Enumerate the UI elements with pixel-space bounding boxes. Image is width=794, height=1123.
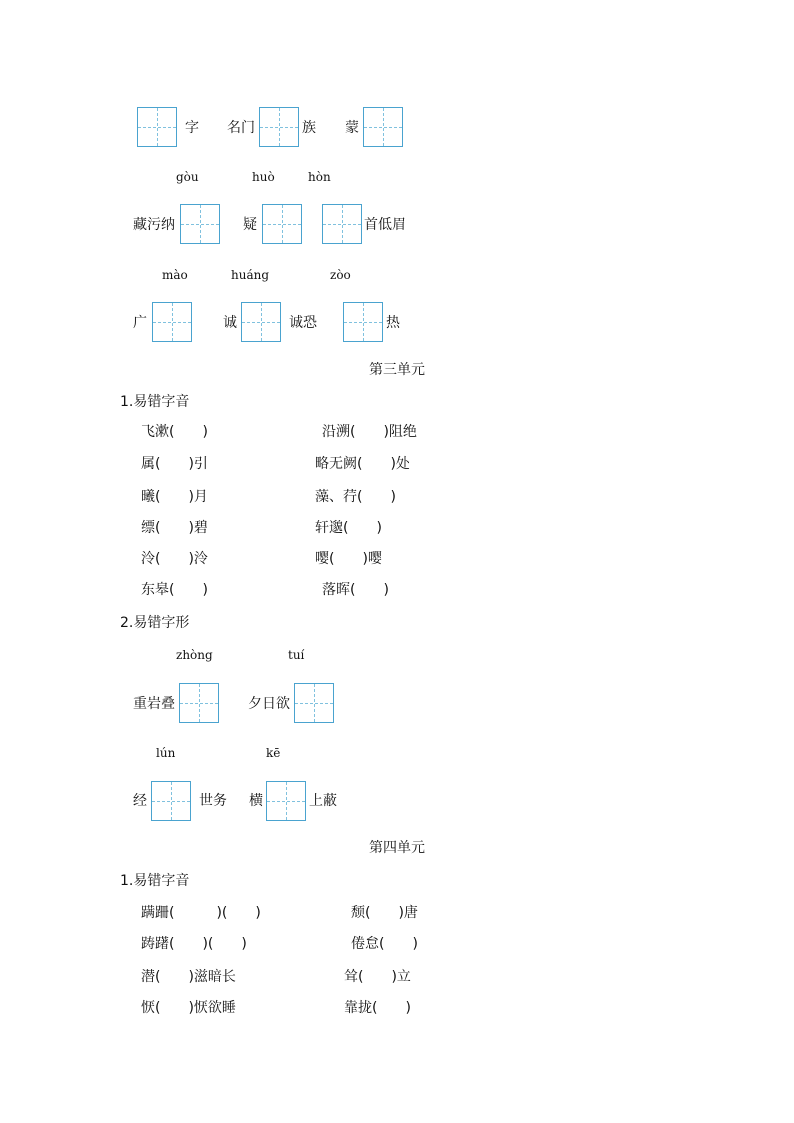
char-box[interactable] xyxy=(343,302,383,342)
sound-item-right: 藻、荇( ) xyxy=(315,489,396,505)
phrase-text: 诚 xyxy=(223,315,237,331)
pinyin: lún xyxy=(156,746,176,760)
sound-item-right: 轩邈( ) xyxy=(315,520,382,536)
pinyin: kē xyxy=(266,746,281,760)
section-title: 第三单元 xyxy=(369,362,425,378)
phrase-text: 经 xyxy=(133,793,147,809)
sound-item-left: 泠( )泠 xyxy=(141,551,208,567)
sound-item-right: 落晖( ) xyxy=(322,582,389,598)
phrase-text: 诚恐 xyxy=(289,315,317,331)
char-box[interactable] xyxy=(137,107,177,147)
phrase-text: 字 xyxy=(185,120,199,136)
phrase-text: 上蔽 xyxy=(309,793,337,809)
sound-item-left: 蹒跚( )( ) xyxy=(141,905,261,921)
sound-item-right: 嘤( )嘤 xyxy=(315,551,382,567)
char-box[interactable] xyxy=(180,204,220,244)
phrase-text: 疑 xyxy=(243,217,257,233)
section-title: 第四单元 xyxy=(369,840,425,856)
pinyin: huáng xyxy=(231,268,270,282)
sound-item-right: 略无阙( )处 xyxy=(315,456,410,472)
pinyin: zòo xyxy=(330,268,351,282)
char-box[interactable] xyxy=(259,107,299,147)
sound-item-right: 颓( )唐 xyxy=(351,905,418,921)
phrase-text: 横 xyxy=(249,793,263,809)
phrase-text: 蒙 xyxy=(345,120,359,136)
char-box[interactable] xyxy=(266,781,306,821)
sound-item-left: 踌躇( )( ) xyxy=(141,936,247,952)
shape-heading: 2.易错字形 xyxy=(120,615,190,631)
char-box[interactable] xyxy=(151,781,191,821)
char-box[interactable] xyxy=(294,683,334,723)
phrase-text: 藏污纳 xyxy=(133,217,175,233)
sound-item-left: 飞漱( ) xyxy=(141,424,208,440)
char-box[interactable] xyxy=(363,107,403,147)
sound-item-right: 沿溯( )阻绝 xyxy=(322,424,417,440)
phrase-text: 世务 xyxy=(199,793,227,809)
phrase-text: 夕日欲 xyxy=(248,696,290,712)
sound-item-left: 缥( )碧 xyxy=(141,520,208,536)
sound-item-right: 耸( )立 xyxy=(344,969,411,985)
char-box[interactable] xyxy=(152,302,192,342)
phrase-text: 重岩叠 xyxy=(133,696,175,712)
sound-heading: 1.易错字音 xyxy=(120,873,190,889)
sound-heading: 1.易错字音 xyxy=(120,394,190,410)
phrase-text: 热 xyxy=(386,315,400,331)
sound-item-right: 靠拢( ) xyxy=(344,1000,411,1016)
phrase-text: 族 xyxy=(302,120,316,136)
char-box[interactable] xyxy=(262,204,302,244)
char-box[interactable] xyxy=(179,683,219,723)
pinyin: zhòng xyxy=(176,648,213,662)
pinyin: huò xyxy=(252,170,275,184)
sound-item-right: 倦怠( ) xyxy=(351,936,418,952)
phrase-text: 首低眉 xyxy=(364,217,406,233)
char-box[interactable] xyxy=(241,302,281,342)
phrase-text: 名门 xyxy=(227,120,255,136)
char-box[interactable] xyxy=(322,204,362,244)
pinyin: mào xyxy=(162,268,188,282)
sound-item-left: 潜( )滋暗长 xyxy=(141,969,236,985)
pinyin: hòn xyxy=(308,170,331,184)
sound-item-left: 曦( )月 xyxy=(141,489,208,505)
sound-item-left: 东皋( ) xyxy=(141,582,208,598)
pinyin: gòu xyxy=(176,170,199,184)
sound-item-left: 属( )引 xyxy=(141,456,208,472)
sound-item-left: 恹( )恹欲睡 xyxy=(141,1000,236,1016)
phrase-text: 广 xyxy=(133,315,147,331)
pinyin: tuí xyxy=(288,648,305,662)
